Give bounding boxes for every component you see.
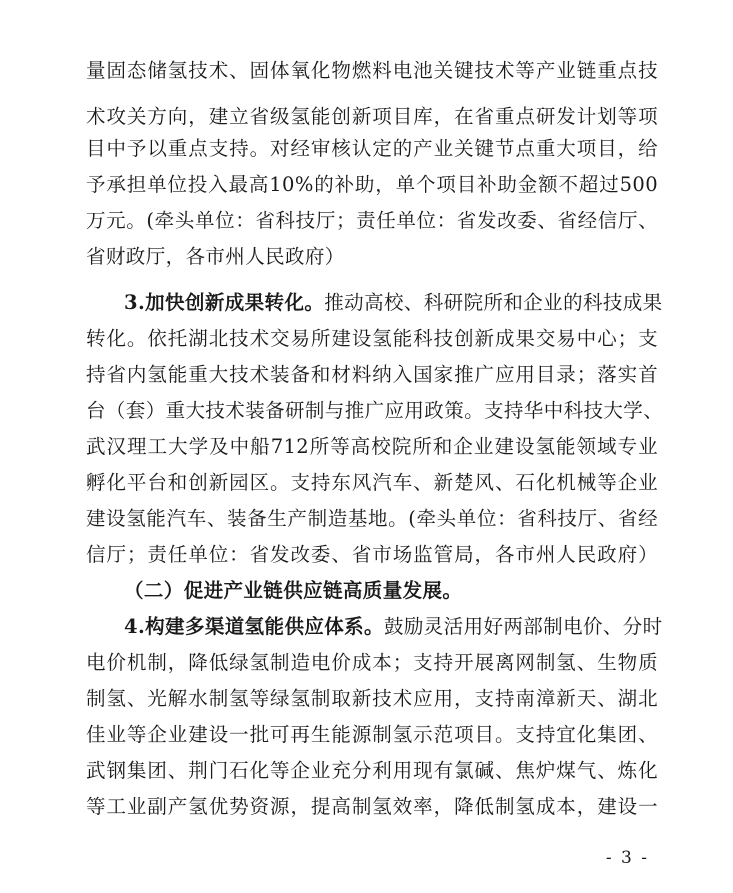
text-line: 量固态储氢技术、固体氧化物燃料电池关键技术等产业链重点技 <box>86 59 658 82</box>
text-line: 术攻关方向，建立省级氢能创新项目库，在省重点研发计划等项 <box>86 105 658 128</box>
text-line: 目中予以重点支持。对经审核认定的产业关键节点重大项目，给 <box>86 137 658 160</box>
text-line: 武钢集团、荆门石化等企业充分利用现有氯碱、焦炉煤气、炼化 <box>86 759 658 782</box>
item-text: 鼓励灵活用好两部制电价、分时 <box>383 615 663 638</box>
text-line: 转化。依托湖北技术交易所建设氢能科技创新成果交易中心；支 <box>86 327 658 350</box>
section-heading: （二）促进产业链供应链高质量发展。 <box>124 579 463 602</box>
text-line: 佳业等企业建设一批可再生能源制氢示范项目。支持宜化集团、 <box>86 723 658 746</box>
text-line: 电价机制，降低绿氢制造电价成本；支持开展离网制氢、生物质 <box>86 651 658 674</box>
text-line: 制氢、光解水制氢等绿氢制取新技术应用，支持南漳新天、湖北 <box>86 687 658 710</box>
text-line: 省财政厅，各市州人民政府） <box>86 245 345 268</box>
text-line: 信厅；责任单位：省发改委、省市场监管局，各市州人民政府） <box>86 543 658 566</box>
text-line: 孵化平台和创新园区。支持东风汽车、新楚风、石化机械等企业 <box>86 471 658 494</box>
text-line: 万元。(牵头单位：省科技厅；责任单位：省发改委、省经信厅、 <box>86 209 658 232</box>
text-line: 持省内氢能重大技术装备和材料纳入国家推广应用目录；落实首 <box>86 363 658 386</box>
page-number: - 3 - <box>605 848 649 868</box>
text-line: 武汉理工大学及中船712所等高校院所和企业建设氢能领域专业 <box>86 435 658 458</box>
item-heading: 3.加快创新成果转化。 <box>124 291 325 314</box>
item-heading: 4.构建多渠道氢能供应体系。 <box>124 615 384 638</box>
paragraph-4-first-line <box>124 608 663 646</box>
paragraph-3-first-line <box>124 284 663 322</box>
text-line: 等工业副产氢优势资源，提高制氢效率，降低制氢成本，建设一 <box>86 795 658 818</box>
text-line: 建设氢能汽车、装备生产制造基地。(牵头单位：省科技厅、省经 <box>86 507 658 530</box>
text-line: 台（套）重大技术装备研制与推广应用政策。支持华中科技大学、 <box>86 399 664 422</box>
text-line: 予承担单位投入最高10%的补助，单个项目补助金额不超过500 <box>86 173 658 196</box>
item-text: 推动高校、科研院所和企业的科技成果 <box>324 291 663 314</box>
